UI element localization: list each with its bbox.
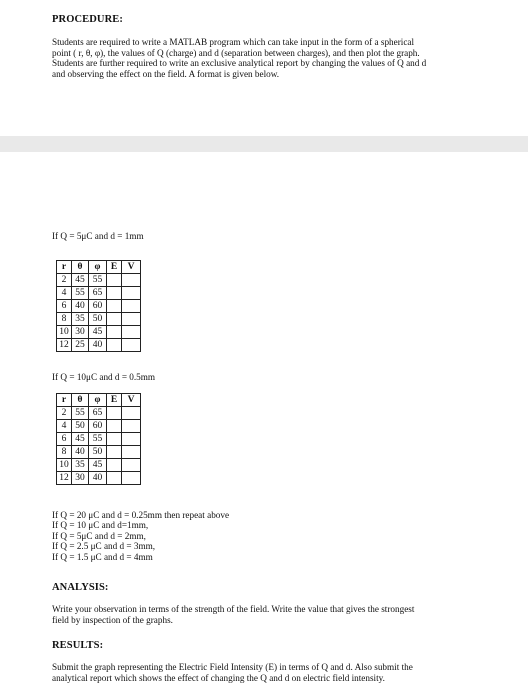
cell-r: 10 xyxy=(57,459,72,472)
header-phi: φ xyxy=(89,261,107,274)
cell-v xyxy=(122,407,141,420)
repeat-case-line: If Q = 1.5 μC and d = 4mm xyxy=(52,551,153,562)
cell-v xyxy=(122,326,141,339)
table-row xyxy=(57,472,141,485)
case1-table xyxy=(56,260,141,352)
cell-theta: 35 xyxy=(72,459,89,472)
table-row xyxy=(57,300,141,313)
procedure-line: Students are required to write a MATLAB program which can take input in the form of a spherical xyxy=(52,37,415,47)
cell-e xyxy=(107,326,122,339)
cell-v xyxy=(122,300,141,313)
case2-label: If Q = 10μC and d = 0.5mm xyxy=(52,372,156,382)
table-row xyxy=(57,274,141,287)
cell-phi: 60 xyxy=(89,300,107,313)
cell-theta: 45 xyxy=(72,433,89,446)
cell-r: 12 xyxy=(57,472,72,485)
cell-e xyxy=(107,459,122,472)
procedure-line: Students are further required to write an exclusive analytical report by changing the values of Q and d xyxy=(52,58,427,69)
cell-r: 8 xyxy=(57,313,72,326)
cell-theta: 25 xyxy=(72,339,89,352)
cell-v xyxy=(122,339,141,352)
cell-theta: 50 xyxy=(72,420,89,433)
cell-e xyxy=(107,472,122,485)
table-row xyxy=(57,339,141,352)
page-gap xyxy=(0,136,528,152)
cell-e xyxy=(107,420,122,433)
table-row xyxy=(57,407,141,420)
case2-table xyxy=(56,393,141,485)
repeat-case-line: If Q = 20 μC and d = 0.25mm then repeat above xyxy=(52,510,230,520)
cell-e xyxy=(107,407,122,420)
cell-r: 4 xyxy=(57,420,72,433)
cell-theta: 30 xyxy=(72,472,89,485)
cell-r: 12 xyxy=(57,339,72,352)
cell-v xyxy=(122,446,141,459)
cell-e xyxy=(107,446,122,459)
cell-theta: 35 xyxy=(72,313,89,326)
header-phi: φ xyxy=(89,394,107,407)
cell-v xyxy=(122,459,141,472)
cell-r: 2 xyxy=(57,274,72,287)
cell-r: 4 xyxy=(57,287,72,300)
cell-v xyxy=(122,313,141,326)
cell-phi: 65 xyxy=(89,287,107,300)
cell-r: 10 xyxy=(57,326,72,339)
cell-phi: 45 xyxy=(89,326,107,339)
table-row xyxy=(57,326,141,339)
header-r: r xyxy=(57,261,72,274)
cell-phi: 65 xyxy=(89,407,107,420)
table-row xyxy=(57,420,141,433)
repeat-case-line: If Q = 10 μC and d=1mm, xyxy=(52,520,149,531)
cell-v xyxy=(122,274,141,287)
table-row xyxy=(57,433,141,446)
cell-phi: 40 xyxy=(89,472,107,485)
procedure-heading: PROCEDURE: xyxy=(52,14,123,25)
results-line: analytical report which shows the effect of changing the Q and d on electric field intensity. xyxy=(52,672,385,683)
cell-theta: 55 xyxy=(72,407,89,420)
cell-phi: 60 xyxy=(89,420,107,433)
cell-theta: 45 xyxy=(72,274,89,287)
cell-theta: 55 xyxy=(72,287,89,300)
table-header-row xyxy=(57,394,141,407)
cell-v xyxy=(122,287,141,300)
cell-theta: 30 xyxy=(72,326,89,339)
cell-phi: 55 xyxy=(89,274,107,287)
cell-e xyxy=(107,300,122,313)
cell-theta: 40 xyxy=(72,300,89,313)
case1-label: If Q = 5μC and d = 1mm xyxy=(52,231,144,241)
header-e: E xyxy=(107,394,122,407)
analysis-paragraph xyxy=(52,604,414,625)
header-theta: θ xyxy=(72,394,89,407)
cell-phi: 50 xyxy=(89,313,107,326)
table-row xyxy=(57,287,141,300)
header-e: E xyxy=(107,261,122,274)
cell-e xyxy=(107,433,122,446)
cell-r: 8 xyxy=(57,446,72,459)
repeat-case-line: If Q = 5μC and d = 2mm, xyxy=(52,530,146,541)
analysis-line: Write your observation in terms of the strength of the field. Write the value that gives the strongest xyxy=(52,604,415,614)
cell-e xyxy=(107,274,122,287)
cell-phi: 55 xyxy=(89,433,107,446)
header-r: r xyxy=(57,394,72,407)
results-line: Submit the graph representing the Electric Field Intensity (E) in terms of Q and d. Also submit the xyxy=(52,662,413,672)
page-top xyxy=(0,0,528,136)
results-paragraph xyxy=(52,662,413,683)
results-heading: RESULTS: xyxy=(52,640,104,651)
header-v: V xyxy=(122,394,141,407)
analysis-line: field by inspection of the graphs. xyxy=(52,614,173,625)
cell-v xyxy=(122,472,141,485)
cell-e xyxy=(107,287,122,300)
repeat-cases-list xyxy=(52,510,229,562)
cell-theta: 40 xyxy=(72,446,89,459)
cell-e xyxy=(107,339,122,352)
header-v: V xyxy=(122,261,141,274)
analysis-heading: ANALYSIS: xyxy=(52,582,109,593)
procedure-paragraph xyxy=(52,37,426,79)
cell-e xyxy=(107,313,122,326)
header-theta: θ xyxy=(72,261,89,274)
repeat-case-line: If Q = 2.5 μC and d = 3mm, xyxy=(52,541,156,552)
cell-r: 2 xyxy=(57,407,72,420)
cell-v xyxy=(122,420,141,433)
cell-r: 6 xyxy=(57,300,72,313)
table-row xyxy=(57,459,141,472)
table-row xyxy=(57,446,141,459)
cell-r: 6 xyxy=(57,433,72,446)
page-bottom xyxy=(0,152,528,700)
cell-phi: 50 xyxy=(89,446,107,459)
procedure-line: and observing the effect on the field. A format is given below. xyxy=(52,68,280,79)
procedure-line: point ( r, θ, φ), the values of Q (charge) and d (separation between charges), and then plot the graph. xyxy=(52,47,420,58)
cell-v xyxy=(122,433,141,446)
table-row xyxy=(57,313,141,326)
table-header-row xyxy=(57,261,141,274)
cell-phi: 40 xyxy=(89,339,107,352)
cell-phi: 45 xyxy=(89,459,107,472)
